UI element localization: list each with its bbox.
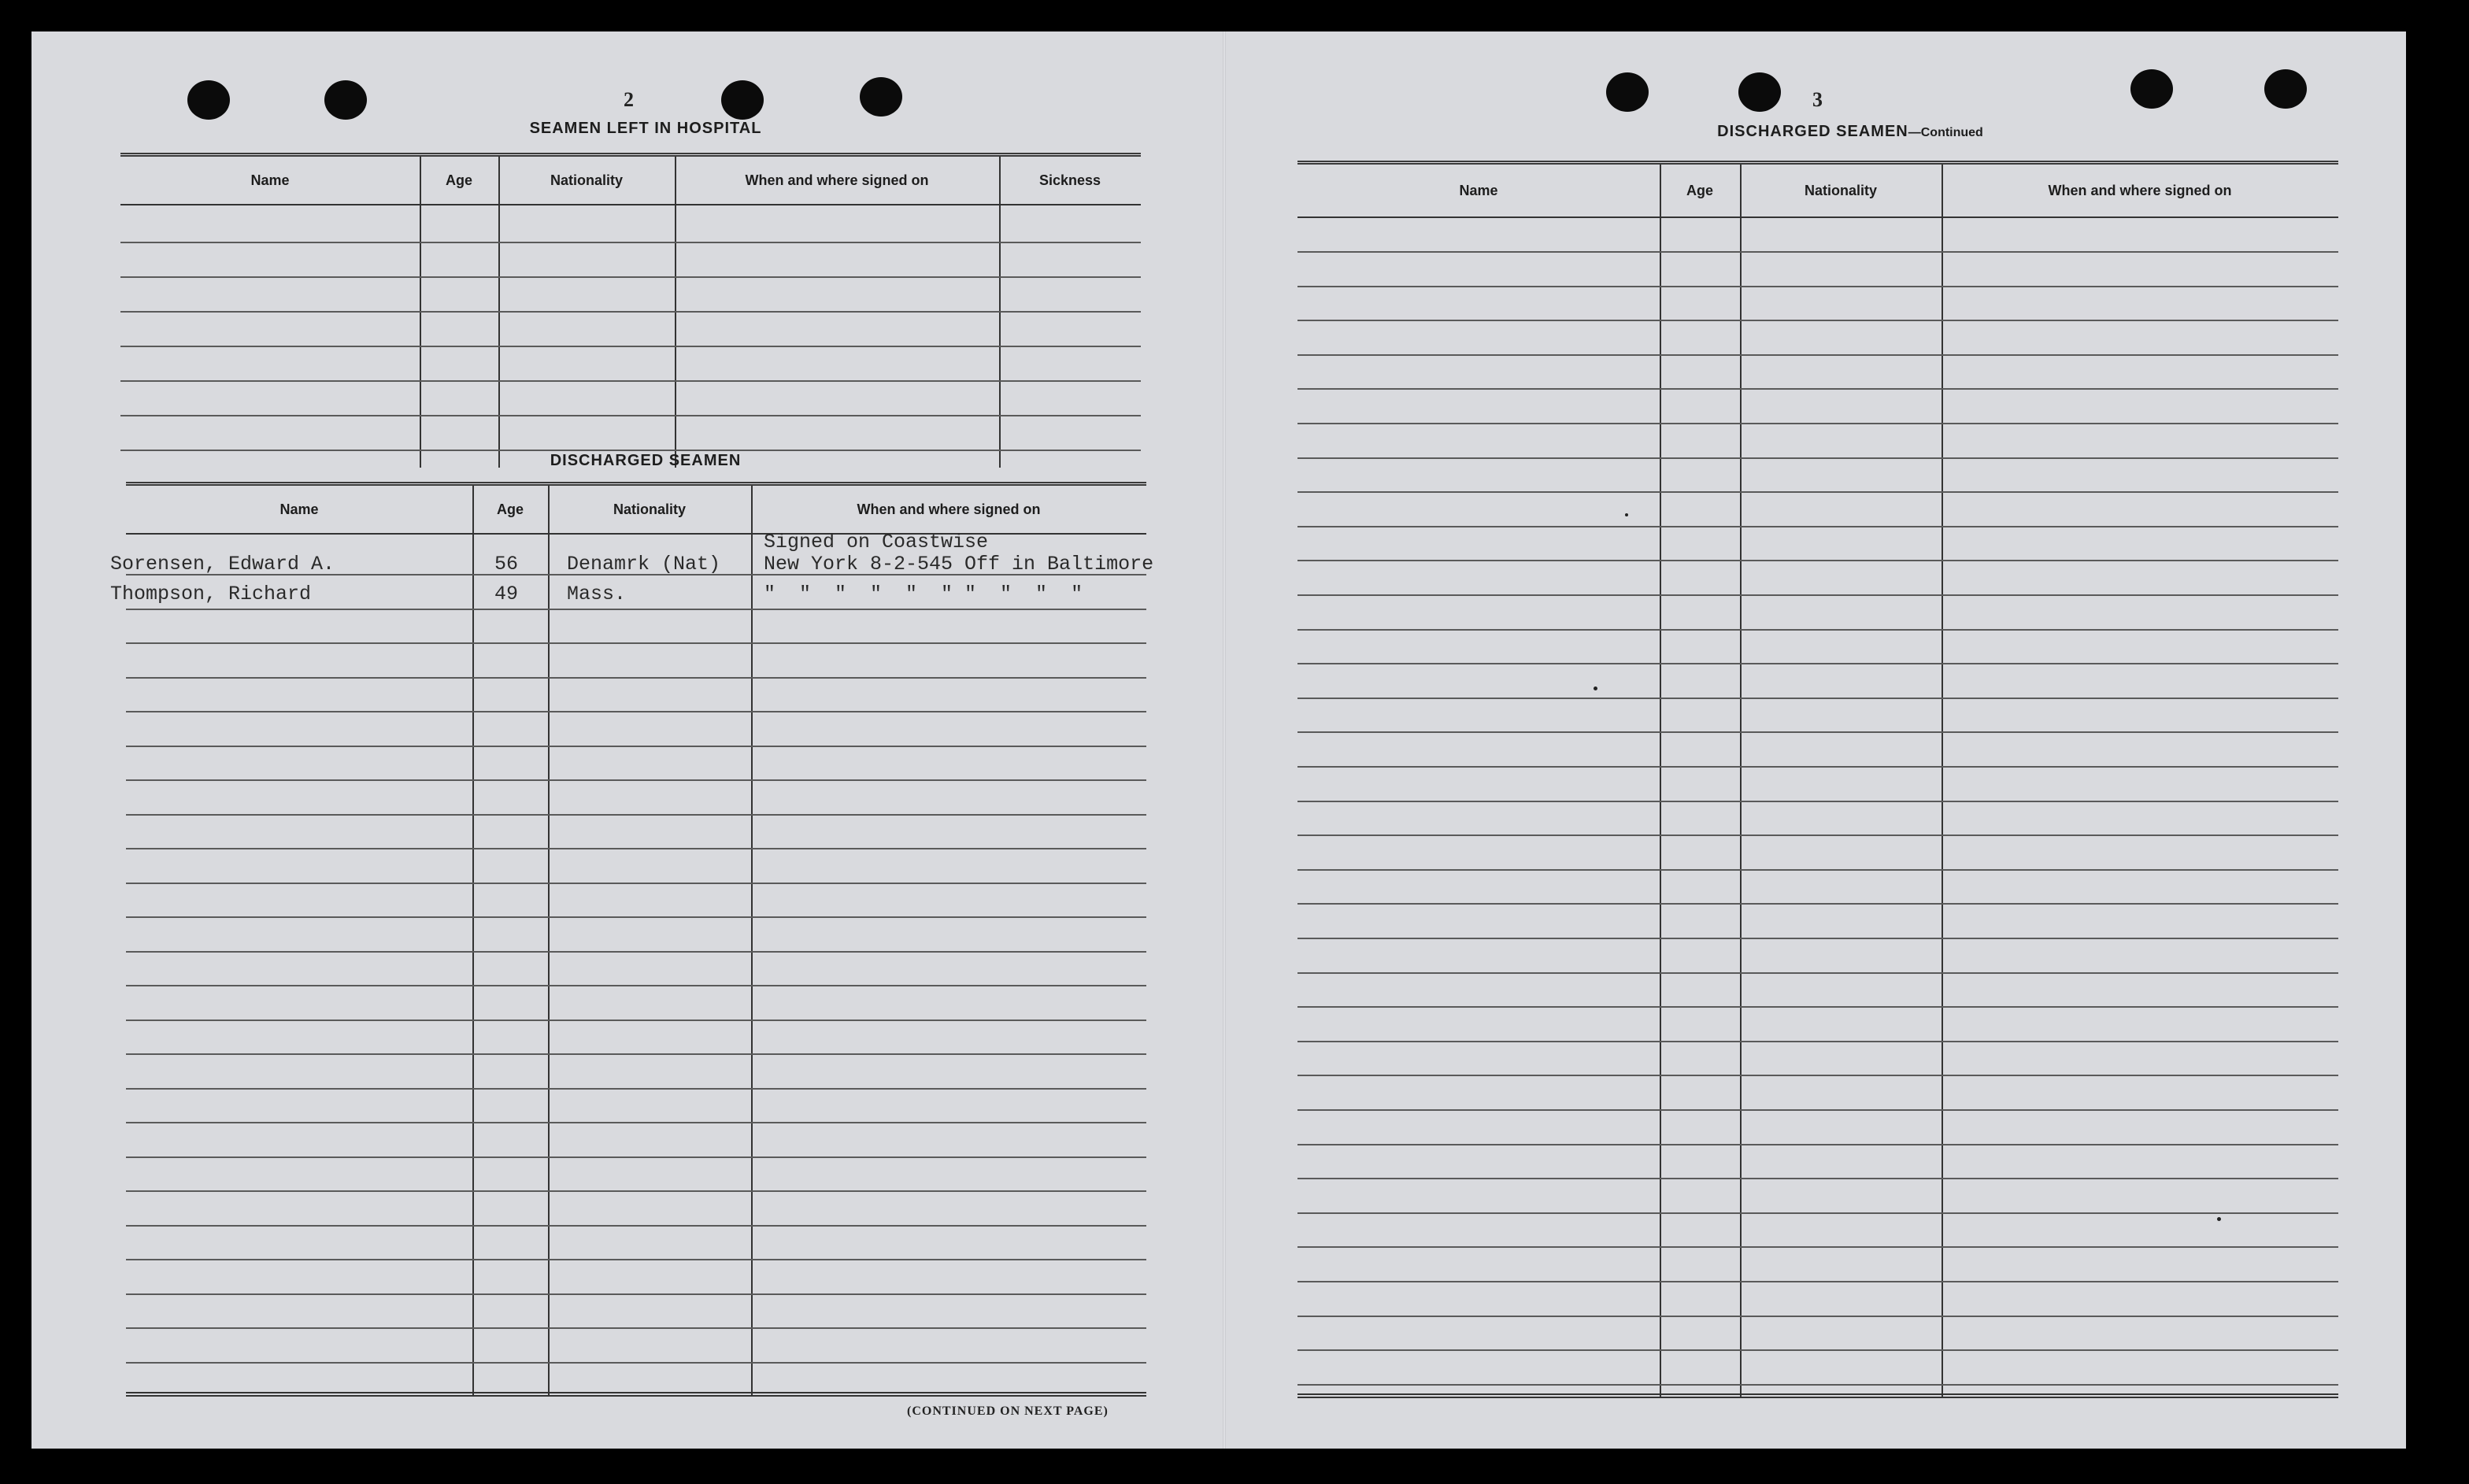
row-rule — [1297, 1349, 2338, 1351]
punch-hole — [187, 80, 230, 120]
row-rule — [1297, 320, 2338, 321]
table-row-age: 56 — [494, 553, 519, 575]
row-rule — [1297, 1041, 2338, 1042]
punch-hole — [1738, 72, 1781, 112]
row-rule — [1297, 423, 2338, 424]
row-rule — [126, 1327, 1146, 1329]
row-rule — [1297, 1212, 2338, 1214]
hospital-section-title: SEAMEN LEFT IN HOSPITAL — [529, 120, 762, 137]
row-rule — [1297, 698, 2338, 699]
page-fold — [1223, 31, 1226, 1449]
row-rule — [126, 848, 1146, 849]
row-rule — [126, 951, 1146, 953]
row-rule — [126, 814, 1146, 816]
table-row-name: Thompson, Richard — [110, 583, 312, 605]
table-bottom-rule — [126, 1392, 1146, 1397]
row-rule — [1297, 1075, 2338, 1076]
row-rule — [126, 1225, 1146, 1227]
row-rule — [1297, 903, 2338, 905]
punch-hole — [2130, 69, 2173, 109]
row-rule — [126, 677, 1146, 679]
row-rule — [120, 450, 1141, 451]
discharged-table — [126, 482, 1146, 1397]
row-rule — [120, 380, 1141, 382]
row-rule — [1297, 1109, 2338, 1111]
punch-hole — [324, 80, 367, 120]
table-bottom-rule — [1297, 1393, 2338, 1398]
table-row-name: Sorensen, Edward A. — [110, 553, 335, 575]
col-header-age: Age — [445, 172, 472, 188]
table-row-signed-on: New York 8-2-545 Off in Baltimore — [764, 553, 1154, 575]
row-rule — [1297, 1316, 2338, 1317]
row-rule — [1297, 251, 2338, 253]
punch-hole — [860, 77, 902, 117]
row-rule — [1297, 869, 2338, 871]
row-rule — [1297, 526, 2338, 527]
document-sheet — [31, 31, 2406, 1449]
row-rule — [1297, 388, 2338, 390]
col-header-age: Age — [1686, 182, 1713, 198]
row-rule — [1297, 594, 2338, 596]
continued-footer: (CONTINUED ON NEXT PAGE) — [907, 1404, 1109, 1418]
col-header-name: Name — [1459, 182, 1498, 198]
row-rule — [120, 242, 1141, 243]
row-rule — [126, 642, 1146, 644]
row-rule — [120, 276, 1141, 278]
table-row-nationality: Mass. — [567, 583, 627, 605]
row-rule — [1297, 663, 2338, 664]
row-rule — [1297, 1006, 2338, 1008]
col-header-nationality: Nationality — [550, 172, 623, 188]
row-rule — [1297, 629, 2338, 631]
discharged-table-header — [126, 486, 1146, 535]
row-rule — [126, 609, 1146, 610]
punch-hole — [721, 80, 764, 120]
col-header-nationality: Nationality — [613, 501, 686, 517]
row-rule — [1297, 731, 2338, 733]
row-rule — [126, 1156, 1146, 1158]
row-rule — [126, 916, 1146, 918]
row-rule — [1297, 1246, 2338, 1248]
row-rule — [1297, 457, 2338, 459]
row-rule — [126, 1190, 1146, 1192]
row-rule — [126, 711, 1146, 712]
punch-hole — [2264, 69, 2307, 109]
row-rule — [126, 985, 1146, 986]
discharged-section-title: DISCHARGED SEAMEN — [550, 452, 742, 469]
row-rule — [1297, 491, 2338, 493]
col-header-signed-on: When and where signed on — [2048, 182, 2232, 198]
row-rule — [126, 1293, 1146, 1295]
row-rule — [1297, 835, 2338, 836]
hospital-table-header — [120, 157, 1141, 205]
row-rule — [120, 311, 1141, 313]
table-row-signed-on: Signed on Coastwise — [764, 531, 989, 553]
row-rule — [126, 746, 1146, 747]
discharged-continued-table-header — [1297, 165, 2338, 218]
col-header-name: Name — [250, 172, 290, 188]
row-rule — [1297, 972, 2338, 974]
col-header-name: Name — [279, 501, 319, 517]
row-rule — [126, 1259, 1146, 1260]
table-row-signed-on: " " " " " " " " " " — [764, 583, 1083, 605]
row-rule — [1297, 801, 2338, 802]
row-rule — [126, 779, 1146, 781]
row-rule — [120, 415, 1141, 416]
col-header-age: Age — [496, 501, 524, 517]
table-row-age: 49 — [494, 583, 519, 605]
continued-suffix: —Continued — [1908, 126, 1983, 139]
discharged-continued-title-text: DISCHARGED SEAMEN — [1717, 123, 1908, 140]
col-header-signed-on: When and where signed on — [857, 501, 1041, 517]
hospital-table — [120, 153, 1141, 468]
row-rule — [126, 1020, 1146, 1021]
row-rule — [126, 1122, 1146, 1123]
row-rule — [1297, 1178, 2338, 1179]
row-rule — [1297, 766, 2338, 768]
page-number-left: 2 — [624, 88, 634, 111]
col-header-sickness: Sickness — [1038, 172, 1101, 188]
row-rule — [1297, 1281, 2338, 1282]
discharged-continued-table — [1297, 161, 2338, 1398]
row-rule — [1297, 354, 2338, 356]
row-rule — [1297, 560, 2338, 561]
row-rule — [1297, 286, 2338, 287]
row-rule — [1297, 938, 2338, 939]
row-rule — [126, 1053, 1146, 1055]
table-row-nationality: Denamrk (Nat) — [567, 553, 721, 575]
row-rule — [126, 1362, 1146, 1364]
row-rule — [1297, 1144, 2338, 1145]
col-header-signed-on: When and where signed on — [745, 172, 929, 188]
row-rule — [1297, 1384, 2338, 1386]
page-number-right: 3 — [1812, 88, 1823, 111]
col-header-nationality: Nationality — [1804, 182, 1877, 198]
punch-hole — [1606, 72, 1649, 112]
row-rule — [126, 883, 1146, 884]
row-rule — [120, 346, 1141, 347]
discharged-continued-title — [1338, 123, 2362, 141]
row-rule — [126, 1088, 1146, 1090]
